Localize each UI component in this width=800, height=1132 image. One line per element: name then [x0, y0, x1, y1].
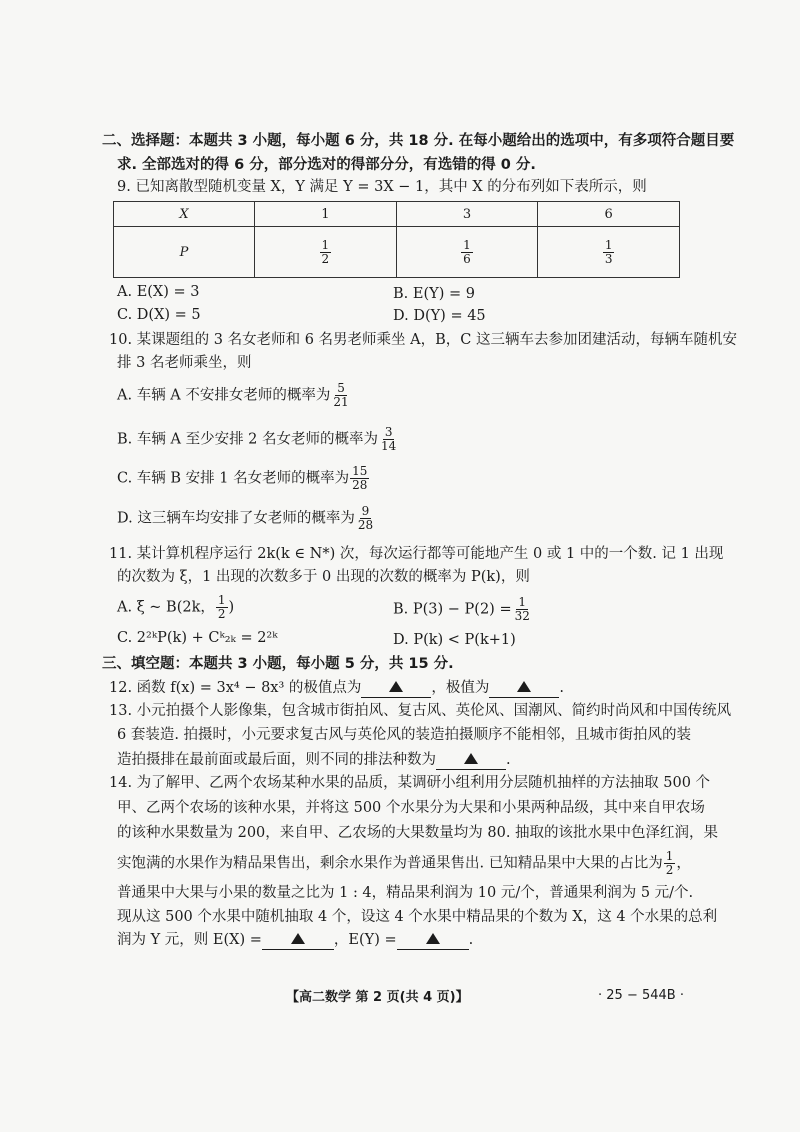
question-text: .: [559, 680, 565, 696]
answer-blank: [361, 679, 431, 698]
table-cell: [396, 227, 538, 278]
section2-title-line2: 求. 全部选对的得 6 分，部分选对的得部分分，有选错的得 0 分.: [117, 157, 536, 173]
option-text: C. 车辆 B 安排 1 名女老师的概率为: [117, 470, 350, 487]
fraction-numerator: 1: [321, 237, 330, 252]
fraction-numerator: 1: [217, 593, 226, 607]
fraction: [320, 239, 332, 266]
fraction-denominator: 28: [352, 478, 368, 492]
fraction: [331, 382, 350, 409]
fraction: [603, 239, 615, 266]
answer-blank: [262, 931, 334, 950]
option-text: B. P(3) − P(2) =: [393, 601, 512, 618]
q11-stem-line1: 11. 某计算机程序运行 2k(k ∈ N*) 次，每次运行都等可能地产生 0 或 1 中的一个数. 记 1 出现: [109, 546, 724, 562]
fraction-denominator: 14: [381, 439, 397, 453]
q14-line4: [117, 850, 691, 877]
fraction-denominator: 2: [321, 251, 330, 266]
q9-option-a: A. E(X) = 3: [117, 284, 200, 300]
table-row: [114, 227, 680, 278]
question-text: ，: [676, 855, 691, 872]
fraction-denominator: 28: [357, 518, 374, 532]
table-cell: X: [114, 202, 255, 227]
distribution-table: [113, 201, 680, 278]
q14-line5: 普通果中大果与小果的数量之比为 1 : 4，精品果利润为 10 元/个，普通果利润为 5 元/个.: [117, 885, 694, 901]
q14-line6: 现从这 500 个水果中随机抽取 4 个，设这 4 个水果中精品果的个数为 X，这 4 个水果的总利: [117, 909, 718, 925]
fraction-denominator: 3: [604, 251, 613, 266]
q9-option-b: B. E(Y) = 9: [393, 286, 475, 302]
triangle-icon: [517, 681, 531, 692]
fraction-numerator: 15: [352, 464, 368, 478]
q14-line3: 的该种水果数量为 200，来自甲、乙农场的大果数量均为 80. 抽取的该批水果中色泽红润，果: [117, 825, 719, 841]
option-text: B. 车辆 A 至少安排 2 名女老师的概率为: [117, 431, 379, 448]
triangle-icon: [389, 681, 403, 692]
option-text: D. 这三辆车均安排了女老师的概率为: [117, 510, 355, 527]
question-text: ，极值为: [431, 680, 490, 696]
fraction-denominator: 6: [463, 251, 471, 266]
option-text: ): [228, 599, 235, 616]
triangle-icon: [464, 753, 478, 764]
exam-code: · 25 − 544B ·: [598, 988, 684, 1003]
answer-blank: [489, 679, 559, 698]
fraction-denominator: 21: [333, 395, 349, 409]
section3-title: 三、填空题：本题共 3 小题，每小题 5 分，共 15 分.: [102, 656, 454, 672]
question-text: .: [506, 752, 511, 768]
q11-option-c: C. 2²ᵏP(k) + Cᵏ₂ₖ = 2²ᵏ: [117, 630, 278, 646]
question-text: 造拍摄排在最前面或最后面，则不同的排法种数为: [117, 752, 436, 768]
q11-option-b: [393, 596, 533, 623]
q9-option-d: D. D(Y) = 45: [393, 308, 486, 324]
table-cell: 3: [396, 202, 538, 227]
q10-option-b: [117, 426, 399, 453]
table-row: [114, 202, 680, 227]
q10-stem-line2: 排 3 名老师乘坐，则: [117, 355, 252, 371]
answer-blank: [397, 931, 469, 950]
q10-option-d: [117, 505, 376, 532]
q14-line1: 14. 为了解甲、乙两个农场某种水果的品质，某调研小组利用分层随机抽样的方法抽取 500 个: [109, 775, 711, 791]
question-text: ，E(Y) =: [333, 932, 397, 948]
fraction-numerator: 9: [361, 504, 370, 518]
table-cell: 6: [538, 202, 680, 227]
option-text: A. ξ ~ B(2k，: [117, 599, 215, 616]
fraction: [350, 465, 369, 492]
question-text: 实饱满的水果作为精品果售出，剩余水果作为普通果售出. 已知精品果中大果的占比为: [117, 855, 663, 872]
q11-option-d: D. P(k) < P(k+1): [393, 632, 516, 648]
fraction: [379, 426, 398, 453]
fraction-numerator: 5: [337, 381, 345, 395]
q9-option-c: C. D(X) = 5: [117, 307, 201, 323]
fraction-numerator: 3: [384, 425, 393, 439]
question-text: 12. 函数 f(x) = 3x⁴ − 8x³ 的极值点为: [109, 680, 362, 696]
fraction: [356, 505, 375, 532]
question-text: .: [468, 932, 474, 948]
q13-line3: [117, 749, 511, 771]
fraction-numerator: 1: [604, 237, 613, 252]
q9-stem: 9. 已知离散型随机变量 X，Y 满足 Y = 3X − 1，其中 X 的分布列如下表所示，则: [117, 179, 647, 195]
fraction-denominator: 2: [217, 607, 226, 621]
table-cell: [255, 227, 397, 278]
table-cell: P: [114, 227, 255, 278]
fraction: [513, 596, 532, 623]
table-cell: [538, 227, 680, 278]
q13-line1: 13. 小元拍摄个人影像集，包含城市街拍风、复古风、英伦风、国潮风、简约时尚风和中国传统风: [109, 703, 732, 719]
triangle-icon: [291, 933, 305, 944]
q10-stem-line1: 10. 某课题组的 3 名女老师和 6 名男老师乘坐 A，B，C 这三辆车去参加团建活动，每辆车随机安: [109, 332, 737, 348]
q11-stem-line2: 的次数为 ξ，1 出现的次数多于 0 出现的次数的概率为 P(k)，则: [117, 569, 530, 585]
q12-line: [109, 677, 564, 699]
fraction: [461, 239, 473, 266]
q11-option-a: [117, 594, 234, 621]
triangle-icon: [426, 933, 440, 944]
section2-title-line1: 二、选择题：本题共 3 小题，每小题 6 分，共 18 分. 在每小题给出的选项中，有多项符合题目要: [102, 133, 735, 149]
table-cell: 1: [255, 202, 397, 227]
q14-line7: [117, 929, 473, 951]
fraction-denominator: 32: [514, 609, 530, 623]
option-text: A. 车辆 A 不安排女老师的概率为: [117, 387, 331, 404]
answer-blank: [436, 751, 506, 770]
fraction-denominator: 2: [665, 863, 674, 877]
q10-option-a: [117, 382, 352, 409]
q10-option-c: [117, 465, 370, 492]
fraction: [216, 594, 228, 621]
fraction-numerator: 1: [665, 849, 674, 863]
fraction-numerator: 1: [463, 237, 471, 252]
q14-line2: 甲、乙两个农场的该种水果，并将这 500 个水果分为大果和小果两种品级，其中来自甲农场: [117, 800, 705, 816]
q13-line2: 6 套装造. 拍摄时，小元要求复古风与英伦风的装造拍摄顺序不能相邻，且城市街拍风的装: [117, 727, 692, 743]
question-text: 润为 Y 元，则 E(X) =: [117, 932, 262, 948]
fraction: [664, 850, 676, 877]
fraction-numerator: 1: [518, 595, 527, 609]
page-footer: 【高二数学 第 2 页(共 4 页)】: [286, 990, 469, 1005]
